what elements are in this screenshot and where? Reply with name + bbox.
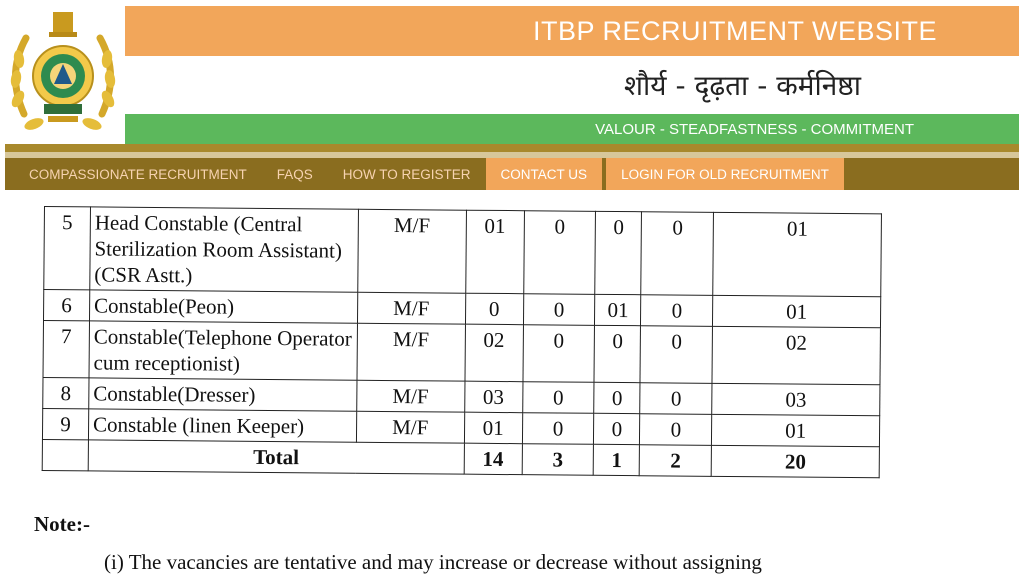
cell-value: 03	[464, 381, 522, 413]
note-item: (i) The vacancies are tentative and may increase or decrease without assigning	[104, 550, 762, 574]
cell-post: Constable(Peon)	[89, 290, 357, 323]
cell-total-value: 2	[640, 445, 712, 477]
cell-value: 0	[595, 211, 642, 294]
cell-total-value: 14	[464, 443, 522, 475]
table-total-row	[42, 439, 879, 477]
hindi-motto-band	[125, 56, 1019, 114]
hindi-motto: शौर्य - दृढ़ता - कर्मनिष्ठा	[624, 69, 861, 102]
cell-value: 02	[465, 324, 523, 382]
cell-value: 0	[594, 382, 640, 413]
table-row	[44, 207, 882, 297]
cell-category: M/F	[356, 380, 464, 412]
cell-post: Head Constable (Central Sterilization Room Assistant) (CSR Astt.)	[90, 207, 359, 292]
nav-compassionate-recruitment[interactable]: COMPASSIONATE RECRUITMENT	[29, 166, 247, 182]
cell-value: 0	[641, 295, 713, 327]
header-title-band	[125, 6, 1019, 56]
cell-category: M/F	[356, 411, 464, 443]
cell-value: 0	[465, 293, 523, 325]
cell-value: 01	[465, 210, 524, 294]
cell-grand-total: 20	[711, 445, 879, 477]
cell-category: M/F	[357, 292, 465, 324]
cell-sn: 6	[44, 290, 90, 321]
document-content	[0, 190, 1024, 576]
cell-total: 03	[712, 383, 880, 415]
cell-total-value: 1	[594, 444, 640, 475]
cell-category: M/F	[358, 209, 467, 293]
cell-sn: 7	[43, 321, 89, 378]
cell-value: 0	[523, 211, 596, 295]
cell-value: 01	[595, 294, 641, 325]
cell-sn: 8	[43, 377, 89, 408]
cell-value: 0	[640, 326, 712, 384]
cell-total: 02	[712, 326, 880, 384]
cell-value: 0	[640, 414, 712, 446]
cell-value: 0	[523, 294, 595, 326]
cell-value: 01	[464, 412, 522, 444]
cell-value: 0	[594, 413, 640, 444]
cell-value: 0	[594, 325, 640, 382]
cell-sn: 5	[44, 207, 91, 290]
cell-post: Constable(Dresser)	[89, 378, 357, 411]
vacancy-table	[42, 206, 882, 478]
cell-total: 01	[713, 212, 881, 296]
cell-post: Constable (linen Keeper)	[88, 409, 356, 442]
english-motto-band	[125, 114, 1019, 144]
table-row	[43, 321, 880, 385]
cell-post: Constable(Telephone Operator cum receptionist)	[89, 321, 357, 380]
nav-contact-us[interactable]: CONTACT US	[486, 158, 603, 190]
english-motto: VALOUR - STEADFASTNESS - COMMITMENT	[595, 120, 914, 138]
cell-total: 01	[712, 414, 880, 446]
cell-value: 0	[523, 325, 595, 383]
site-title: ITBP RECRUITMENT WEBSITE	[532, 15, 937, 46]
cell-value: 0	[522, 382, 594, 414]
cell-total-value: 3	[522, 444, 594, 476]
nav-login-old-recruitment[interactable]: LOGIN FOR OLD RECRUITMENT	[606, 158, 844, 190]
nav-how-to-register[interactable]: HOW TO REGISTER	[342, 166, 471, 182]
note-heading: Note:-	[34, 512, 90, 536]
itbp-emblem-icon	[0, 0, 125, 145]
cell-value: 0	[641, 212, 714, 296]
main-nav	[5, 158, 1019, 190]
nav-faqs[interactable]: FAQS	[276, 166, 313, 182]
cell-category: M/F	[357, 323, 465, 381]
cell-value: 0	[522, 413, 594, 445]
cell-value: 0	[640, 383, 712, 415]
total-label: Total	[88, 440, 464, 474]
cell-total: 01	[713, 295, 881, 327]
cell-sn: 9	[42, 408, 88, 439]
nav-decor-strip	[5, 144, 1019, 152]
cell-empty	[42, 439, 88, 470]
